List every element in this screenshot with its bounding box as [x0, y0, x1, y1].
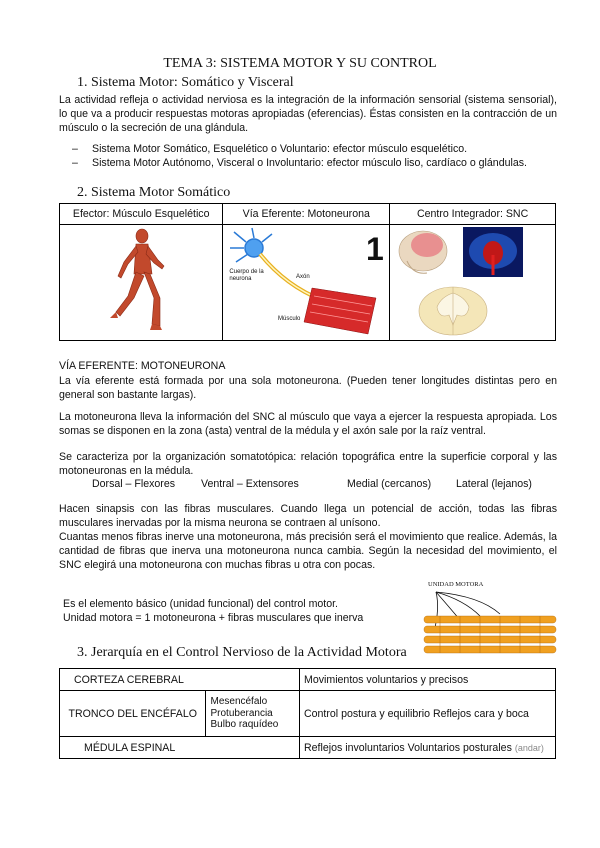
cns-figure-cell: [390, 225, 556, 341]
description-cell: Movimientos voluntarios y precisos: [300, 669, 556, 691]
motor-unit-label: UNIDAD MOTORA: [428, 581, 484, 588]
cns-figure: [393, 225, 553, 337]
runner-figure-cell: [60, 225, 223, 341]
header-efector: Efector: Músculo Esquelético: [60, 204, 223, 225]
axon-label: Axón: [296, 274, 310, 280]
section-1-heading: 1. Sistema Motor: Somático y Visceral: [77, 75, 294, 90]
skull-brain-image: [399, 231, 447, 273]
paragraph-4: Hacen sinapsis con las fibras musculares. Cuando llega un potencial de acción, todas las fibras musculares inervadas por la misma neurona se contraen al unísono.: [59, 503, 557, 529]
level-cell: TRONCO DEL ENCÉFALO: [60, 691, 206, 737]
muscle-label: Músculo: [278, 316, 301, 322]
paragraph-3: Se caracteriza por la organización somatotópica: relación topográfica entre la superficie corporal y las motoneuronas en la médula.: [59, 451, 557, 477]
bullet-item: Sistema Motor Somático, Esquelético o Voluntario: efector músculo esquelético.: [92, 143, 468, 155]
level-cell: MÉDULA ESPINAL: [60, 737, 300, 759]
motor-system-table: [59, 203, 556, 341]
section-2-heading: 2. Sistema Motor Somático: [77, 185, 231, 200]
description-note: (andar): [514, 742, 544, 753]
running-muscle-figure: [106, 226, 176, 336]
page-title: TEMA 3: SISTEMA MOTOR Y SU CONTROL: [163, 56, 437, 71]
motor-unit-definition: Es el elemento básico (unidad funcional) del control motor.: [63, 598, 339, 610]
cell-body-label: Cuerpo de la neurona: [229, 269, 264, 282]
description-cell: Control postura y equilibrio Reflejos cara y boca: [300, 691, 556, 737]
section-1-paragraph: La actividad refleja o actividad nerviosa es la integración de la información sensorial (sistema sensorial), lo que va a producir respuestas motoras apropiadas (eferencias). Éstas consisten en la contracción de un músculo o la secreción de una glándula.: [59, 94, 557, 134]
paragraph-5: Cuantas menos fibras inerve una motoneurona, más precisión será el movimiento que realice. Además, la cantidad de fibras que inerva una motoneurona nunca cambia. Según la necesidad del movimiento, el SNC elegirá una motoneurona con muchas fibras u otra con pocas.: [59, 531, 557, 571]
section-3-heading: 3. Jerarquía en el Control Nervioso de la Actividad Motora: [77, 645, 407, 660]
level-cell: CORTEZA CEREBRAL: [60, 669, 300, 691]
motor-unit-figure: [420, 578, 560, 660]
via-eferente-title: VÍA EFERENTE: MOTONEURONA: [59, 360, 226, 372]
paragraph-1: La vía eferente está formada por una sola motoneurona. (Pueden tener longitudes distintas pero en general son bastante largas).: [59, 375, 557, 401]
brain-scan-image: [463, 227, 523, 277]
subregions-cell: Mesencéfalo Protuberancia Bulbo raquídeo: [206, 691, 300, 737]
topo-medial: Medial (cercanos): [347, 478, 432, 490]
description-text: Reflejos involuntarios Voluntarios posturales: [304, 741, 512, 754]
hierarchy-table: [59, 668, 556, 759]
topo-dorsal: Dorsal – Flexores: [92, 478, 176, 490]
motor-unit-formula: Unidad motora = 1 motoneurona + fibras musculares que inerva: [63, 612, 364, 624]
spinal-cord-section: [419, 287, 487, 335]
motoneuron-figure-cell: [223, 225, 390, 341]
bullet-list: – Sistema Motor Somático, Esquelético o Voluntario: efector músculo esquelético. – Sistema Motor Autónomo, Visceral o Involuntario: efector músculo liso, cardíaco o glándulas.: [72, 143, 527, 169]
header-via-eferente: Vía Eferente: Motoneurona: [223, 204, 390, 225]
header-centro-integrador: Centro Integrador: SNC: [390, 204, 556, 225]
figure-number: 1: [366, 231, 385, 267]
topo-ventral: Ventral – Extensores: [201, 478, 299, 490]
topo-lateral: Lateral (lejanos): [456, 478, 532, 490]
paragraph-2: La motoneurona lleva la información del SNC al músculo que vaya a ejercer la respuesta apropiada. Los somas se disponen en la zona (asta) ventral de la médula y el axón sale por la raíz ventral.: [59, 411, 557, 437]
bullet-item: Sistema Motor Autónomo, Visceral o Involuntario: efector músculo liso, cardíaco o glándulas.: [92, 157, 527, 169]
description-cell: [300, 737, 556, 759]
